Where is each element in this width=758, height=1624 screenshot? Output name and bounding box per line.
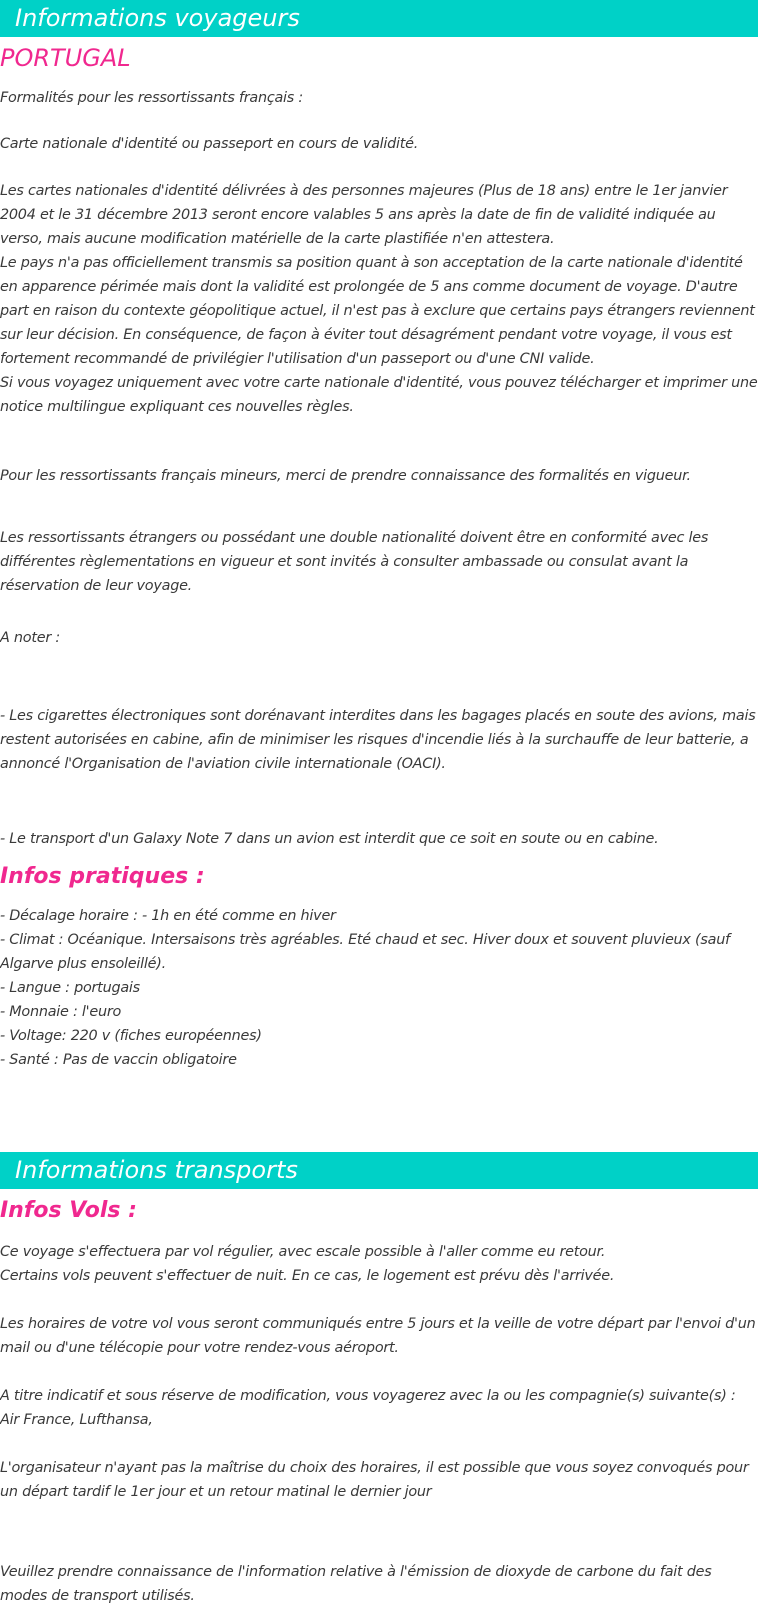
- carbone-paragraph[interactable]: Veuillez prendre connaissance de l'information relative à l'émission de dioxyde de carbone du fait des modes de transport utilisés.: [0, 1564, 712, 1604]
- list-item: - Langue : portugais: [0, 980, 140, 996]
- horaires-paragraph: Les horaires de votre vol vous seront communiqués entre 5 jours et la veille de votre départ par l'envoi d'un mail ou d'une télécopie pour votre rendez-vous aéroport.: [0, 1316, 756, 1356]
- notice-paragraph[interactable]: Si vous voyagez uniquement avec votre carte nationale d'identité, vous pouvez télécharger et imprimer une notice multilingue expliquant ces nouvelles règles.: [0, 375, 758, 415]
- galaxy-paragraph: - Le transport d'un Galaxy Note 7 dans un avion est interdit que ce soit en soute ou en cabine.: [0, 831, 659, 847]
- formalites-intro: Formalités pour les ressortissants français :: [0, 90, 303, 106]
- a-noter-label: A noter :: [0, 630, 60, 646]
- list-item: - Monnaie : l'euro: [0, 1004, 122, 1020]
- list-item: - Climat : Océanique. Intersaisons très agréables. Eté chaud et sec. Hiver doux et souvent pluvieux (sauf Algarve plus ensoleillé).: [0, 932, 730, 972]
- section-header-voyageurs: Informations voyageurs: [0, 0, 758, 37]
- nuit-line: Certains vols peuvent s'effectuer de nuit. En ce cas, le logement est prévu dès l'arrivée.: [0, 1268, 615, 1284]
- vols-block: [0, 1240, 758, 1288]
- formalites-document: Carte nationale d'identité ou passeport en cours de validité.: [0, 136, 419, 152]
- organisateur-paragraph: L'organisateur n'ayant pas la maîtrise du choix des horaires, il est possible que vous soyez convoqués pour un départ tardif le 1er jour et un retour matinal le dernier jour: [0, 1460, 749, 1500]
- country-heading: PORTUGAL: [0, 44, 131, 72]
- cigarettes-paragraph: - Les cigarettes électroniques sont dorénavant interdites dans les bagages placés en soute des avions, mais restent autorisées en cabine, afin de minimiser les risques d'incendie liés à la surchauffe de leur batterie, a annoncé l'Organisation de l'aviation civile internationale (OACI).: [0, 708, 756, 772]
- formalites-block: [0, 179, 758, 419]
- regulier-line: Ce voyage s'effectuera par vol régulier, avec escale possible à l'aller comme eu retour.: [0, 1244, 606, 1260]
- cni-paragraph: Les cartes nationales d'identité délivrées à des personnes majeures (Plus de 18 ans) entre le 1er janvier 2004 et le 31 décembre 2013 seront encore valables 5 ans après la date de fin de validité indiquée au verso, mais aucune modification matérielle de la carte plastifiée n'en attestera.: [0, 183, 728, 247]
- list-item: - Décalage horaire : - 1h en été comme en hiver: [0, 908, 336, 924]
- infos-pratiques-list: [0, 904, 758, 1072]
- list-item: - Voltage: 220 v (fiches européennes): [0, 1028, 262, 1044]
- list-item: - Santé : Pas de vaccin obligatoire: [0, 1052, 237, 1068]
- infos-pratiques-heading: Infos pratiques :: [0, 864, 205, 889]
- etrangers-paragraph: Les ressortissants étrangers ou possédant une double nationalité doivent être en conformité avec les différentes règlementations en vigueur et sont invités à consulter ambassade ou consulat avant la réservation de leur voyage.: [0, 530, 709, 594]
- infos-vols-heading: Infos Vols :: [0, 1198, 137, 1223]
- compagnies-paragraph: A titre indicatif et sous réserve de modification, vous voyagerez avec la ou les compagnie(s) suivante(s) : Air France, Lufthansa,: [0, 1388, 736, 1428]
- section-header-transports: Informations transports: [0, 1152, 758, 1189]
- pays-paragraph: Le pays n'a pas officiellement transmis sa position quant à son acceptation de la carte nationale d'identité en apparence périmée mais dont la validité est prolongée de 5 ans comme document de voyage. D'autre part en raison du contexte géopolitique actuel, il n'est pas à exclure que certains pays étrangers reviennent sur leur décision. En conséquence, de façon à éviter tout désagrément pendant votre voyage, il vous est fortement recommandé de privilégier l'utilisation d'un passeport ou d'une CNI valide.: [0, 255, 755, 367]
- mineurs-paragraph[interactable]: Pour les ressortissants français mineurs, merci de prendre connaissance des formalités en vigueur.: [0, 468, 691, 484]
